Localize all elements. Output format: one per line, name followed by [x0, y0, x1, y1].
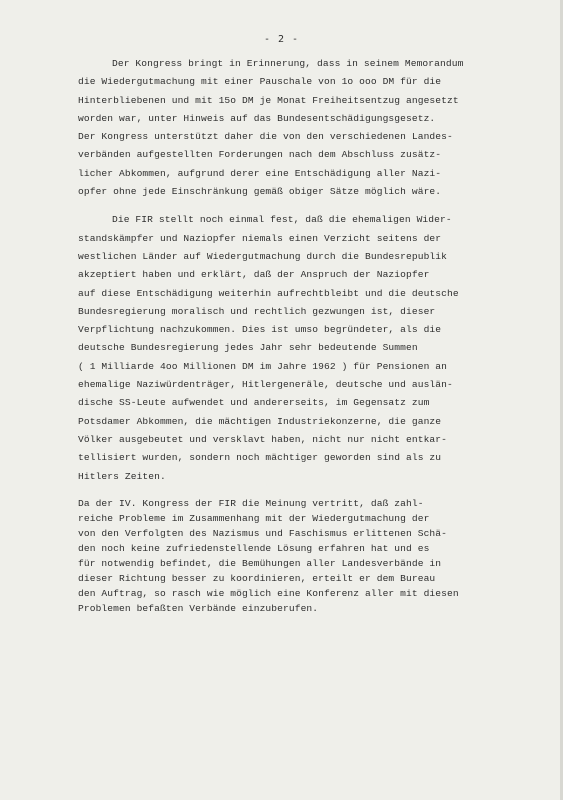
text-line: den noch keine zufriedenstellende Lösung erfahren hat und es	[78, 542, 430, 554]
text-line: Da der IV. Kongress der FIR die Meinung vertritt, daß zahl-	[78, 497, 424, 509]
text-line: Hinterbliebenen und mit 15o DM je Monat Freiheitsentzug angesetzt	[78, 94, 459, 106]
text-line: auf diese Entschädigung weiterhin aufrechtbleibt und die deutsche	[78, 287, 459, 299]
text-line: ( 1 Milliarde 4oo Millionen DM im Jahre 1962 ) für Pensionen an	[78, 360, 448, 372]
paragraph-gap	[78, 486, 528, 496]
text-line: deutsche Bundesregierung jedes Jahr sehr bedeutende Summen	[78, 342, 418, 354]
text-line: Bundesregierung moralisch und rechtlich gezwungen ist, dieser	[78, 305, 436, 317]
text-line: von den Verfolgten des Nazismus und Faschismus erlittenen Schä-	[78, 527, 448, 539]
text-line: licher Abkommen, aufgrund derer eine Entschädigung aller Nazi-	[78, 167, 442, 179]
text-line: dieser Richtung besser zu koordinieren, erteilt er dem Bureau	[78, 572, 436, 584]
paragraph-kongress-auftrag	[78, 496, 528, 616]
text-line: die Wiedergutmachung mit einer Pauschale von 1o ooo DM für die	[78, 76, 442, 88]
text-line: westlichen Länder auf Wiedergutmachung durch die Bundesrepublik	[78, 250, 448, 262]
text-line: Hitlers Zeiten.	[78, 470, 166, 482]
text-line: tellisiert wurden, sondern noch mächtiger geworden sind als zu	[78, 452, 442, 464]
text-line: Problemen befaßten Verbände einzuberufen.	[78, 602, 319, 614]
text-line: Verpflichtung nachzukommen. Dies ist umso begründeter, als die	[78, 324, 442, 336]
text-line: verbänden aufgestellten Forderungen nach dem Abschluss zusätz-	[78, 149, 442, 161]
page-number: - 2 -	[263, 34, 300, 45]
text-line: Die FIR stellt noch einmal fest, daß die ehemaligen Wider-	[112, 214, 452, 226]
paragraph-gap	[78, 201, 528, 211]
text-line: standskämpfer und Naziopfer niemals einen Verzicht seitens der	[78, 232, 442, 244]
text-line: dische SS-Leute aufwendet und andererseits, im Gegensatz zum	[78, 397, 430, 409]
paragraph-kongress-erinnerung	[78, 55, 528, 201]
text-line: den Auftrag, so rasch wie möglich eine Konferenz aller mit diesen	[78, 587, 459, 599]
text-line: Völker ausgebeutet und versklavt haben, nicht nur nicht entkar-	[78, 433, 448, 445]
text-line: Der Kongress bringt in Erinnerung, dass in seinem Memorandum	[112, 58, 464, 69]
text-line: Der Kongress unterstützt daher die von den verschiedenen Landes-	[78, 131, 453, 143]
text-line: Potsdamer Abkommen, die mächtigen Industriekonzerne, die ganze	[78, 415, 442, 427]
document-body	[78, 55, 528, 616]
text-line: ehemalige Naziwürdenträger, Hitlergeneräle, deutsche und auslän-	[78, 379, 453, 391]
text-line: für notwendig befindet, die Bemühungen aller Landesverbände in	[78, 557, 442, 569]
text-line: worden war, unter Hinweis auf das Bundesentschädigungsgesetz.	[78, 112, 436, 124]
paragraph-fir-feststellung	[78, 211, 528, 485]
text-line: akzeptiert haben und erklärt, daß der Anspruch der Naziopfer	[78, 269, 430, 281]
text-line: reiche Probleme im Zusammenhang mit der Wiedergutmachung der	[78, 512, 430, 524]
text-line: opfer ohne jede Einschränkung gemäß obiger Sätze möglich wäre.	[78, 186, 442, 198]
